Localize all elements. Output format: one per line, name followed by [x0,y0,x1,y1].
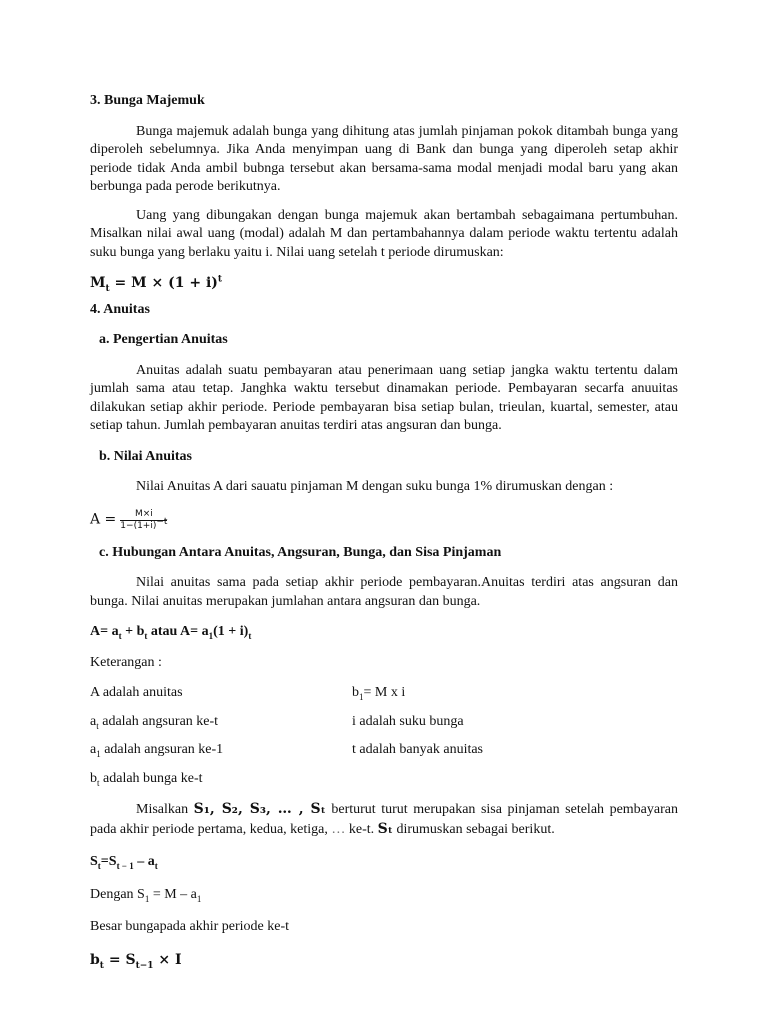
formula-lhs-subscript: t [105,283,110,294]
st-formula-a-sub: t [97,860,101,871]
formula-sub-bt: t [144,630,148,641]
document-body [90,92,678,969]
formula-bunga-ke-t [90,951,678,970]
formula-body: = M × (1 + i) [109,275,218,291]
formula-angsuran-bunga [90,623,678,642]
formula-lhs: M [90,275,106,291]
fraction-denominator-exponent: −t [156,516,168,527]
formula-part-atau: atau A= a [147,624,209,639]
legend-bt-pre: b [90,770,97,786]
legend-bt [90,770,352,789]
fraction-denominator-base: 1−(1+i) [120,520,157,531]
st-formula-b-sub: t − 1 [116,860,134,871]
bt-end: × I [153,951,182,968]
misalkan-mid: berturut turut merupakan sisa pinjaman setelah pembayaran pada akhir periode pertama, kedua, ketiga, [90,802,678,837]
st-formula-c-sub: t [154,860,158,871]
legend-t: t adalah banyak anuitas [352,742,484,757]
formula-sub-at: t [118,630,122,641]
keterangan-label: Keterangan : [90,654,162,670]
dengan-sub1: 1 [144,893,150,904]
st-formula-b: =S [100,854,117,869]
section-heading-anuitas: 4. Anuitas [90,301,150,317]
legend-at-pre: a [90,713,97,729]
subsection-heading-hubungan: c. Hubungan Antara Anuitas, Angsuran, Bunga, dan Sisa Pinjaman [99,544,502,560]
misalkan-st: Sₜ [377,820,393,837]
paragraph-pengertian-anuitas: Anuitas adalah suatu pembayaran atau penerimaan uang setiap jangka waktu tertentu dalam jumlah sama atau tetap. Janghka waktu tersebut dinamakan periode. Pembayaran secarfa anuuitas dilakukan setiap akhir periode. Periode pembayaran bisa setiap bulan, trieulan, kuartal, semester, atau setiap tahun. Jumlah pembayaran anuitas terdiri atas angsuran dan bunga. [90,362,678,433]
subsection-heading-nilai-anuitas: b. Nilai Anuitas [99,448,192,464]
legend-b1-post: = M x i [363,685,406,700]
legend-at-sub: t [96,720,99,731]
dengan-sub2: 1 [196,893,202,904]
legend-row-2 [90,713,678,732]
paragraph-misalkan [90,800,678,839]
legend-bt-sub: t [97,777,100,788]
dengan-pre: Dengan S [90,886,145,902]
legend-a: A adalah anuitas [90,685,183,700]
formula-s1 [90,886,678,905]
section-heading-bunga-majemuk: 3. Bunga Majemuk [90,93,205,108]
formula-compound-interest [90,274,678,293]
misalkan-sequence: S₁, S₂, S₃, … , Sₜ [193,801,326,817]
paragraph-bunga-majemuk-growth: Uang yang dibungakan dengan bunga majemuk akan bertambah sebagaimana pertumbuhan. Misalkan nilai awal uang (modal) adalah M dan pertambahannya dalam periode waktu tertentu adalah suku bunga yang berlaku yaitu i. Nilai uang setelah t periode dirumuskan: [90,207,678,260]
legend-a1 [90,741,352,760]
fraction-numerator: M×i [134,508,153,519]
formula-sub-a1: 1 [208,630,214,641]
misalkan-ellipsis: … [331,821,346,837]
formula-sub-tail: t [248,630,252,641]
legend-row-3 [90,741,678,760]
formula-exponent: t [217,274,223,285]
legend-row-1 [90,684,678,703]
formula-part-a: A= a [90,624,119,639]
st-formula-c: – a [133,854,155,869]
formula-anuitas-fraction [120,509,167,532]
misalkan-end: dirumuskan sebagai berikut. [392,821,555,837]
fraction-denominator [120,516,168,532]
formula-part-tail: (1 + i) [213,624,249,639]
legend-b1-sub: 1 [359,691,364,702]
bt-mid-sub: t−1 [135,960,154,971]
st-formula-a: S [90,854,98,869]
formula-anuitas-lhs: A = [90,511,117,528]
legend-a1-post: adalah angsuran ke-1 [100,742,224,757]
formula-part-plus: + b [121,624,145,639]
bt-b: b [90,951,100,968]
paragraph-besar-bunga: Besar bungapada akhir periode ke-t [90,919,290,934]
paragraph-nilai-anuitas: Nilai Anuitas A dari sauatu pinjaman M dengan suku bunga 1% dirumuskan dengan : [136,479,614,494]
legend-bt-post: adalah bunga ke-t [99,770,203,786]
paragraph-hubungan: Nilai anuitas sama pada setiap akhir periode pembayaran.Anuitas terdiri atas angsuran dan bunga. Nilai anuitas merupakan jumlahan antara angsuran dan bunga. [90,575,678,609]
misalkan-ke-t: ke-t. [345,821,378,837]
misalkan-pre: Misalkan [136,802,194,817]
subsection-heading-pengertian: a. Pengertian Anuitas [99,332,228,347]
bt-mid: = S [103,951,136,968]
legend-b1 [352,684,678,703]
paragraph-bunga-majemuk-definition: Bunga majemuk adalah bunga yang dihitung atas jumlah pinjaman pokok ditambah bunga yang diperoleh sebelumnya. Jika Anda menyimpan uang di Bank dan bunga yang diperoleh setap akhir periode tidak Anda ambil bubnga tersebut akan bersama-sama modal menjadi modal baru yang akan berbunga pada perode berikutnya. [90,123,678,194]
legend-at [90,713,352,732]
bt-b-sub: t [99,960,104,971]
legend-a1-sub: 1 [96,748,101,759]
formula-sisa-pinjaman [90,853,678,872]
legend-i: i adalah suku bunga [352,713,464,729]
legend-row-4 [90,770,678,789]
dengan-mid: = M – a [149,886,197,902]
formula-anuitas [90,509,678,532]
legend-a1-pre: a [90,742,97,757]
legend-b1-pre: b [352,685,359,700]
legend-at-post: adalah angsuran ke-t [98,713,219,729]
